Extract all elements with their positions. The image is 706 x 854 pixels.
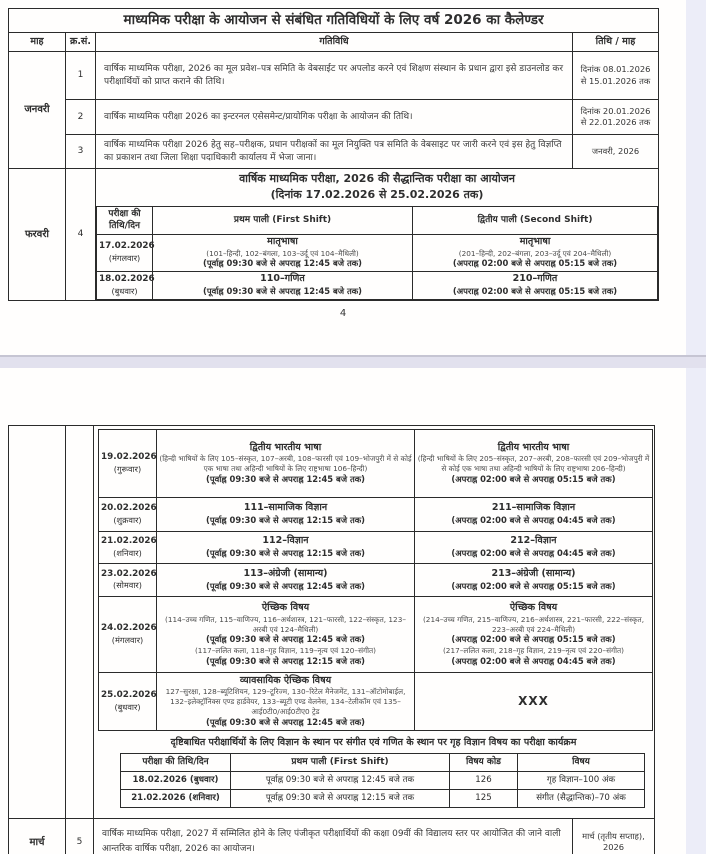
subject-codes: (114–उच्च गणित, 115–वाणिज्य, 116–अर्थशास्त्र, 121–फारसी, 122–संस्कृत, 123–अरबी एवं 124–मैथिली) [165,614,406,634]
exam-date-cell [99,597,157,673]
blind-shift-time: पूर्वाह्न 09:30 बजे से अपराह्न 12:15 बजे तक [231,789,450,807]
exam-date: 18.02.2026 [99,273,155,284]
subject-codes: (217–ललित कला, 218–गृह विज्ञान, 219–नृत्य एवं 220–संगीत) [442,645,625,655]
blind-candidates-table [120,753,645,808]
exam-date: 19.02.2026 [101,452,157,463]
month-label-february: फरवरी [9,169,66,301]
activity-text: वार्षिक माध्यमिक परीक्षा, 2027 में सम्मिलित होने के लिए पंजीकृत परीक्षार्थियों की कक्षा 09वीं की विद्यालय स्तर पर आयोजित की जाने वाली आन्तरिक वार्षिक परीक्षा, 2026 का आयोजन। [94,818,573,854]
month-label-january: जनवरी [9,52,66,169]
activity-text: वार्षिक माध्यमिक परीक्षा 2026 हेतु सह–परीक्षक, प्रधान परीक्षकों का मूल नियुक्ति पत्र समिति के वेबसाइट पर जारी करने एवं इस हेतु विज्ञप्ति का प्रकाशन तथा जिला शिक्षा पदाधिकारी कार्यालय में भेजा जाना। [96,135,573,169]
first-shift-cell [157,430,415,498]
pdf-page-2 [0,368,686,854]
pdf-page-1 [0,0,686,355]
page-number: 4 [339,307,347,319]
exam-date: 17.02.2026 [99,241,155,252]
shift-time: (अपराह्न 02:00 बजे से अपराह्न 05:15 बजे तक) [451,474,616,485]
first-shift-header: प्रथम पाली (First Shift) [153,206,413,234]
blind-row [121,771,645,789]
second-shift-cell [415,564,653,597]
first-shift-cell [153,271,413,299]
date-line: दिनांक 20.01.2026 [580,105,651,116]
serial-cell-empty [66,426,94,819]
subject-codes: (214–उच्च गणित, 215–वाणिज्य, 216–अर्थशास्त्र, 221–फारसी, 222–संस्कृत, 223–अरबी एवं 224–मैथिली) [422,614,645,634]
exam-day: (सोमवार) [113,580,142,591]
shift-time: (अपराह्न 02:00 बजे से अपराह्न 05:15 बजे तक) [451,580,616,591]
serial-number: 1 [66,52,96,100]
subject-codes: (101–हिन्दी, 102–बंगला, 103–उर्दू एवं 104–मैथिली) [206,248,359,258]
shift-time: (पूर्वाह्न 09:30 बजे से अपराह्न 12:45 बजे तक) [203,285,362,296]
blind-row [121,789,645,807]
exam-date-header: परीक्षा की तिथि/दिन [97,206,153,234]
subject-name: 211–सामाजिक विज्ञान [491,502,576,514]
blind-shift-time: पूर्वाह्न 09:30 बजे से अपराह्न 12:45 बजे तक [231,771,450,789]
shift-time: (पूर्वाह्न 09:30 बजे से अपराह्न 12:45 बजे तक) [206,580,365,591]
table-row [9,135,659,169]
exam-date-cell [97,271,153,299]
shift-time: (पूर्वाह्न 09:30 बजे से अपराह्न 12:15 बजे तक) [206,515,365,526]
subject-name: 110–गणित [260,273,305,285]
serial-number: 3 [66,135,96,169]
shift-time: (अपराह्न 02:00 बजे से अपराह्न 04:45 बजे तक) [451,655,616,666]
exam-row [97,234,658,271]
date-range [573,52,659,100]
exam-day: (बुधवार) [111,285,138,296]
blind-exam-date: 21.02.2026 (शनिवार) [121,789,231,807]
shift-time: (पूर्वाह्न 09:30 बजे से अपराह्न 12:45 बजे तक) [206,634,365,645]
blind-exam-date: 18.02.2026 (बुधवार) [121,771,231,789]
column-header-serial: क्र.सं. [66,33,96,52]
subject-name: 111–सामाजिक विज्ञान [243,502,328,514]
date-line: मार्च (तृतीय सप्ताह), [582,831,645,842]
blind-subject-code: 125 [450,789,518,807]
subject-codes: 127–सुरक्षा, 128–ब्यूटिशियन, 129–टूरिज्म, 130–रिटेल मैनेजमेंट, 131–ऑटोमोबाईल, 132–इलेक्ट्रॉनिक्स एण्ड हार्डवेयर, 133–ब्यूटी एण्ड वेलनेस, 134–टेलीकॉम एवं 135–आई0टी0/आई0टीए0 ट्रेड [165,687,406,717]
table-row [9,100,659,135]
shift-time: (अपराह्न 02:00 बजे से अपराह्न 05:15 बजे तक) [451,634,616,645]
subject-codes: (हिन्दी भाषियों के लिए 105–संस्कृत, 107–अरबी, 108–फारसी एवं 109–भोजपुरी में से कोई एक भाषा तथा अहिन्दी भाषियों के लिए राष्ट्रभाषा 106–हिन्दी) [159,454,412,474]
page-separator [0,355,706,368]
blind-code-header: विषय कोड [450,753,518,771]
exam-date-cell [99,532,157,564]
month-cell-empty [9,426,66,819]
calendar-title: माध्यमिक परीक्षा के आयोजन से संबंधित गतिविधियों के लिए वर्ष 2026 का कैलेण्डर [9,9,659,33]
date-line: से 15.01.2026 तक [580,75,651,86]
subject-codes: (201–हिन्दी, 202–बंगला, 203–उर्दू एवं 204–मैथिली) [458,248,612,258]
shift-time: (अपराह्न 02:00 बजे से अपराह्न 04:45 बजे तक) [451,515,616,526]
exam-date-cell [99,498,157,532]
subject-name: ऐच्छिक विषय [509,601,558,613]
subject-name: व्यावसायिक ऐच्छिक विषय [239,674,332,686]
activity-text: वार्षिक माध्यमिक परीक्षा, 2026 का मूल प्रवेश–पत्र समिति के वेबसाईट पर अपलोड करने एवं शिक्षण संस्थान के प्रधान द्वारा इसे डाउनलोड कर परीक्षार्थियों को प्राप्त कराने की तिथि। [96,52,573,100]
blind-subject-header: विषय [518,753,645,771]
blind-subject: गृह विज्ञान–100 अंक [518,771,645,789]
first-shift-cell [157,597,415,673]
shift-time: (अपराह्न 02:00 बजे से अपराह्न 05:15 बजे तक) [452,258,618,269]
subject-codes: (हिन्दी भाषियों के लिए 205–संस्कृत, 207–अरबी, 208–फारसी एवं 209–भोजपुरी में से कोई एक भाषा तथा अहिन्दी भाषियों के लिए राष्ट्रभाषा 206–हिन्दी) [417,454,650,474]
exam-date-cell [99,673,157,731]
exam-day: (बुधवार) [114,701,141,712]
shift-time: (अपराह्न 02:00 बजे से अपराह्न 04:45 बजे तक) [451,548,616,559]
viewer-background-strip [686,0,706,854]
activity-text: वार्षिक माध्यमिक परीक्षा 2026 का इन्टरनल एसेसमेन्ट/प्रायोगिक परीक्षा के आयोजन की तिथि। [96,100,573,135]
shift-time: (पूर्वाह्न 09:30 बजे से अपराह्न 12:45 बजे तक) [206,474,365,485]
exam-date: 25.02.2026 [101,690,157,701]
second-shift-header: द्वितीय पाली (Second Shift) [413,206,658,234]
exam-day: (शनिवार) [113,547,142,558]
subject-name: 210–गणित [512,273,558,285]
subject-codes: (117–ललित कला, 118–गृह विज्ञान, 119–नृत्य एवं 120–संगीत) [194,645,377,655]
february-section-continued [94,426,655,819]
exam-day: (शुक्रवार) [113,514,142,525]
exam-date-cell [99,430,157,498]
second-shift-cell [415,430,653,498]
february-continuation-row [9,426,655,819]
date-line: दिनांक 08.01.2026 [580,64,651,75]
table-row-march [9,818,655,854]
subject-name: 112–विज्ञान [262,535,309,547]
blind-subject: संगीत (सैद्धान्तिक)–70 अंक [518,789,645,807]
exam-day: (मंगलवार) [108,253,141,264]
shift-time: (पूर्वाह्न 09:30 बजे से अपराह्न 12:45 बजे तक) [203,258,362,269]
first-shift-cell [157,532,415,564]
exam-date-cell [97,234,153,271]
date-range [573,100,659,135]
table-row [9,52,659,100]
section-title: वार्षिक माध्यमिक परीक्षा, 2026 की सैद्धान्तिक परीक्षा का आयोजन [239,172,515,185]
serial-number: 5 [66,818,94,854]
blind-subject-code: 126 [450,771,518,789]
table-row-february [9,169,659,301]
calendar-table-continued [8,425,655,854]
shift-time: (अपराह्न 02:00 बजे से अपराह्न 05:15 बजे तक) [452,285,618,296]
date-line: 2026 [602,842,625,853]
column-header-month: माह [9,33,66,52]
first-shift-cell [153,234,413,271]
exam-row [99,498,653,532]
exam-date: 20.02.2026 [101,503,157,514]
column-header-activity: गतिविधि [96,33,573,52]
first-shift-cell [157,673,415,731]
month-label-march: मार्च [9,818,66,854]
exam-row [99,564,653,597]
exam-date: 23.02.2026 [101,568,157,579]
exam-row [99,430,653,498]
shift-time: (पूर्वाह्न 09:30 बजे से अपराह्न 12:15 बजे तक) [206,655,365,666]
second-shift-cell [415,498,653,532]
exam-row [97,271,658,299]
second-shift-cell: XXX [415,673,653,731]
exam-row [99,673,653,731]
shift-time: (पूर्वाह्न 09:30 बजे से अपराह्न 12:15 बजे तक) [206,548,365,559]
first-shift-cell [157,498,415,532]
subject-name: 213–अंग्रेजी (सामान्य) [491,567,576,579]
subject-name: द्वितीय भारतीय भाषा [249,441,322,453]
date-range: जनवरी, 2026 [573,135,659,169]
section-subtitle: (दिनांक 17.02.2026 से 25.02.2026 तक) [270,187,484,201]
blind-candidates-heading: दृष्टिबाधित परीक्षार्थियों के लिए विज्ञान के स्थान पर संगीत एवं गणित के स्थान पर गृह विज्ञान विषय का परीक्षा कार्यक्रम [170,737,577,748]
exam-schedule-table [96,206,658,300]
blind-shift-header: प्रथम पाली (First Shift) [231,753,450,771]
exam-date: 21.02.2026 [101,536,157,547]
blind-date-header: परीक्षा की तिथि/दिन [121,753,231,771]
serial-number: 2 [66,100,96,135]
subject-name: द्वितीय भारतीय भाषा [497,441,570,453]
subject-name: 212–विज्ञान [510,535,557,547]
exam-row [99,597,653,673]
subject-name: 113–अंग्रेजी (सामान्य) [243,567,328,579]
subject-name: ऐच्छिक विषय [261,601,310,613]
second-shift-cell [413,271,658,299]
serial-number: 4 [66,169,96,301]
exam-day: (मंगलवार) [111,634,144,645]
second-shift-cell [415,597,653,673]
date-line: से 22.01.2026 तक [580,117,651,127]
first-shift-cell [157,564,415,597]
second-shift-cell [415,532,653,564]
exam-schedule-table-continued [98,429,653,731]
exam-date-cell [99,564,157,597]
second-shift-cell [413,234,658,271]
date-range [573,818,655,854]
exam-row [99,532,653,564]
exam-date: 24.02.2026 [101,623,157,634]
column-header-date: तिथि / माह [573,33,659,52]
shift-time: (पूर्वाह्न 09:30 बजे से अपराह्न 12:45 बजे तक) [206,717,365,727]
subject-name: मातृभाषा [519,235,551,247]
subject-name: मातृभाषा [267,235,298,247]
february-section [96,169,659,301]
calendar-table [8,8,659,301]
exam-day: (गुरूवार) [113,463,142,474]
